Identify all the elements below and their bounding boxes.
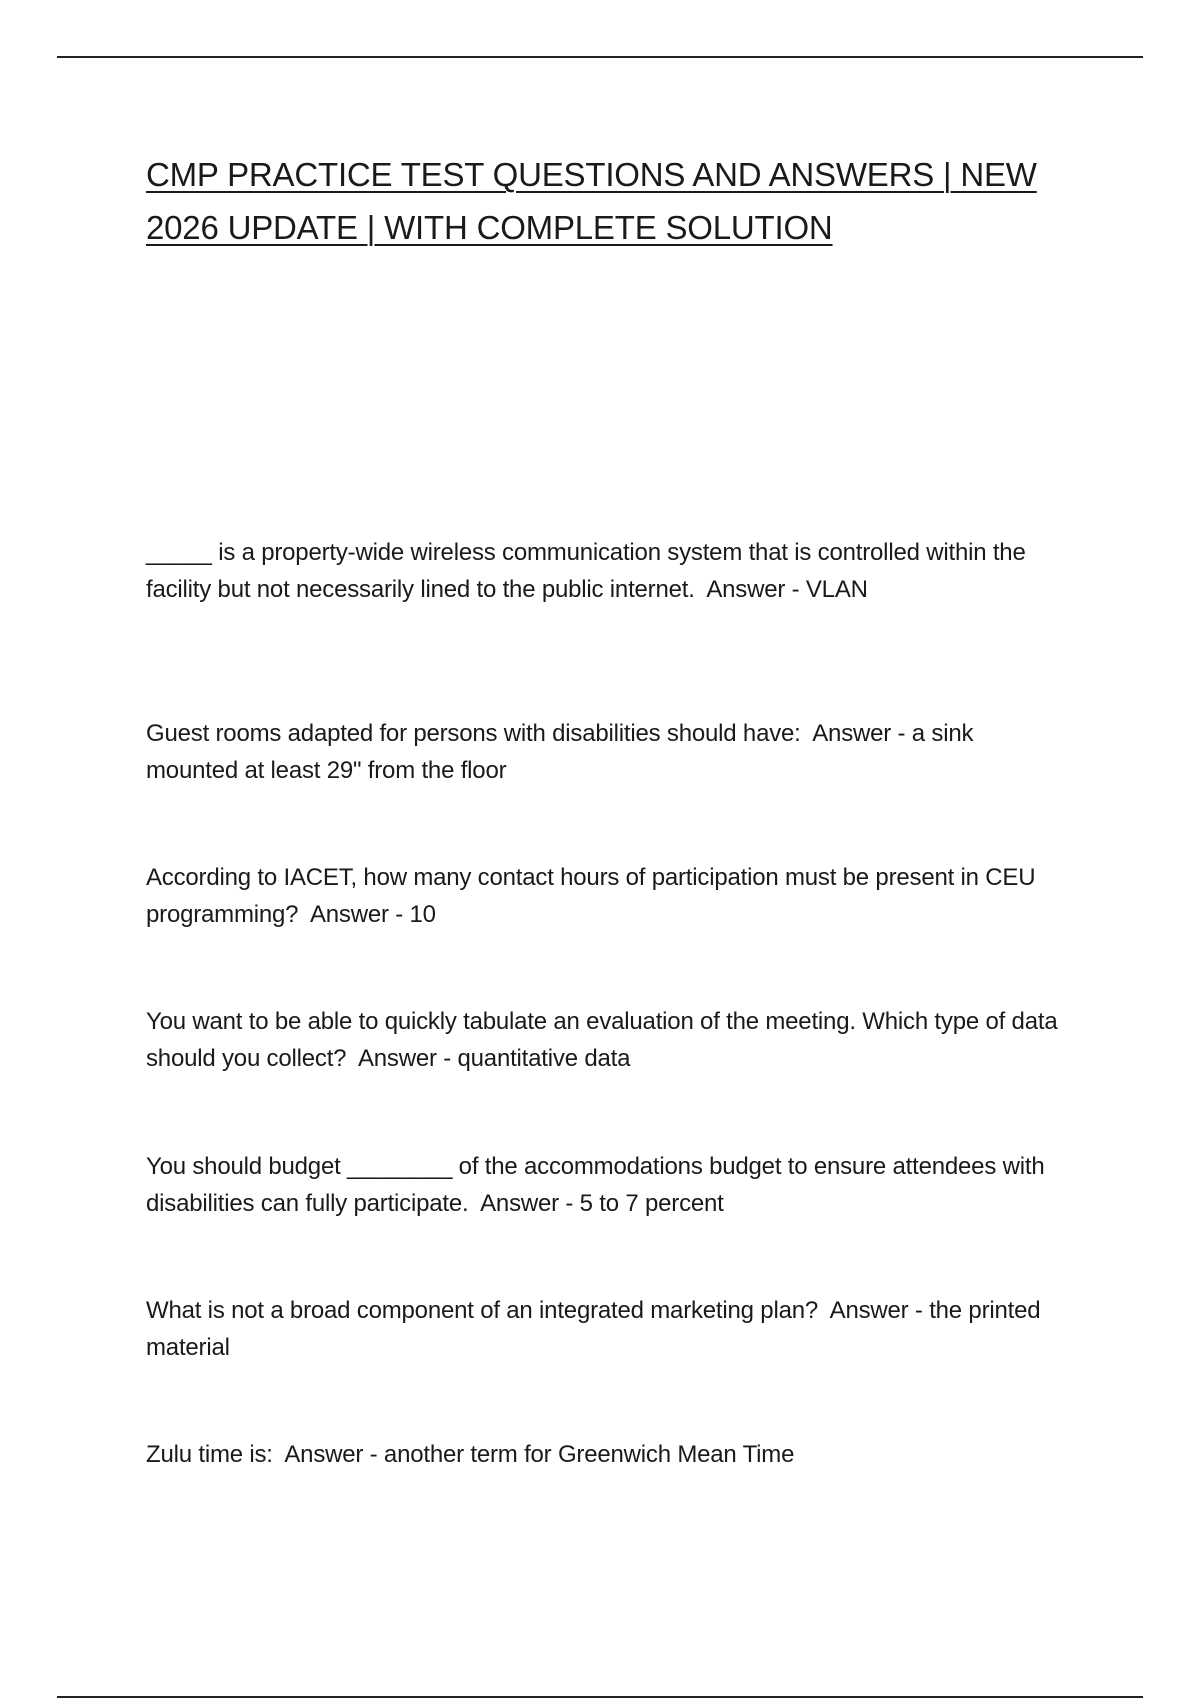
page-title: CMP PRACTICE TEST QUESTIONS AND ANSWERS | NEW 2026 UPDATE | WITH COMPLETE SOLUTION bbox=[146, 156, 1037, 246]
qa-item-7: Zulu time is: Answer - another term for Greenwich Mean Time bbox=[146, 1441, 795, 1468]
qa-item-2: Guest rooms adapted for persons with disabilities should have: Answer - a sink mounted at least 29" from the floor bbox=[146, 720, 980, 784]
page-bottom-rule bbox=[57, 1696, 1143, 1698]
qa-item-1: _____ is a property-wide wireless communication system that is controlled within the facility but not necessarily lined to the public internet. Answer - VLAN bbox=[146, 539, 1033, 603]
qa-item-3: According to IACET, how many contact hours of participation must be present in CEU programming? Answer - 10 bbox=[146, 864, 1042, 928]
page-top-rule bbox=[57, 56, 1143, 58]
qa-item-4: You want to be able to quickly tabulate an evaluation of the meeting. Which type of data should you collect? Answer - quantitative data bbox=[146, 1008, 1064, 1072]
qa-item-5: You should budget ________ of the accommodations budget to ensure attendees with disabilities can fully participate. Answer - 5 to 7 percent bbox=[146, 1153, 1051, 1217]
qa-item-6: What is not a broad component of an integrated marketing plan? Answer - the printed material bbox=[146, 1297, 1047, 1361]
